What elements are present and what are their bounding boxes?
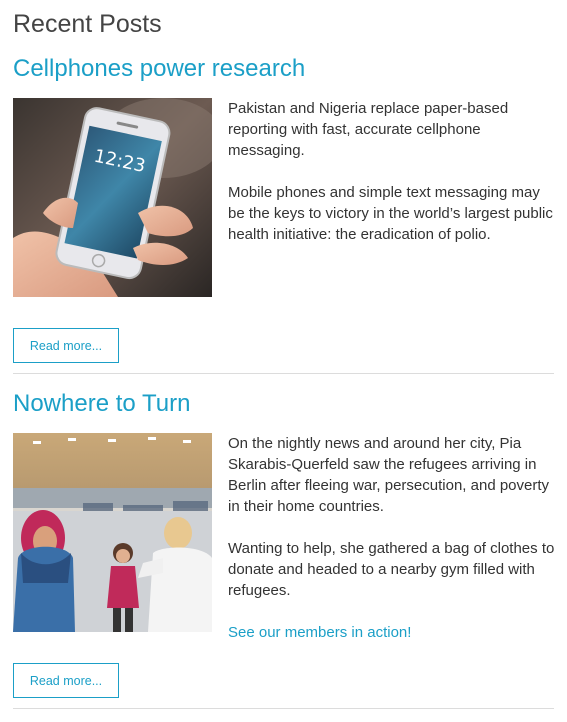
read-more-button[interactable]: Read more... [13, 663, 119, 698]
read-more-button[interactable]: Read more... [13, 328, 119, 363]
post-divider [13, 708, 554, 709]
post-thumbnail[interactable] [13, 433, 212, 632]
post-paragraph: Wanting to help, she gathered a bag of clothes to donate and headed to a nearby gym filled with refugees. [228, 540, 555, 599]
phone-photo [13, 98, 212, 297]
post-paragraph: Mobile phones and simple text messaging may be the keys to victory in the world’s largest public health initiative: the eradication of polio. [228, 184, 553, 243]
members-in-action-link[interactable]: See our members in action! [228, 624, 412, 641]
post-item [13, 52, 554, 374]
post-item [13, 387, 554, 709]
refugees-photo [13, 433, 212, 632]
post-excerpt [228, 98, 558, 245]
post-paragraph: Pakistan and Nigeria replace paper-based reporting with fast, accurate cellphone messaging. [228, 100, 509, 159]
post-excerpt [228, 433, 558, 643]
post-thumbnail[interactable] [13, 98, 212, 297]
post-paragraph: On the nightly news and around her city, Pia Skarabis-Querfeld saw the refugees arriving in Berlin after fleeing war, persecution, and poverty in their home countries. [228, 435, 550, 515]
post-title[interactable]: Cellphones power research [13, 55, 306, 82]
post-divider [13, 373, 554, 374]
post-title[interactable]: Nowhere to Turn [13, 390, 191, 417]
phone-clock-text: 12:23 [92, 145, 148, 177]
section-title: Recent Posts [13, 10, 162, 38]
